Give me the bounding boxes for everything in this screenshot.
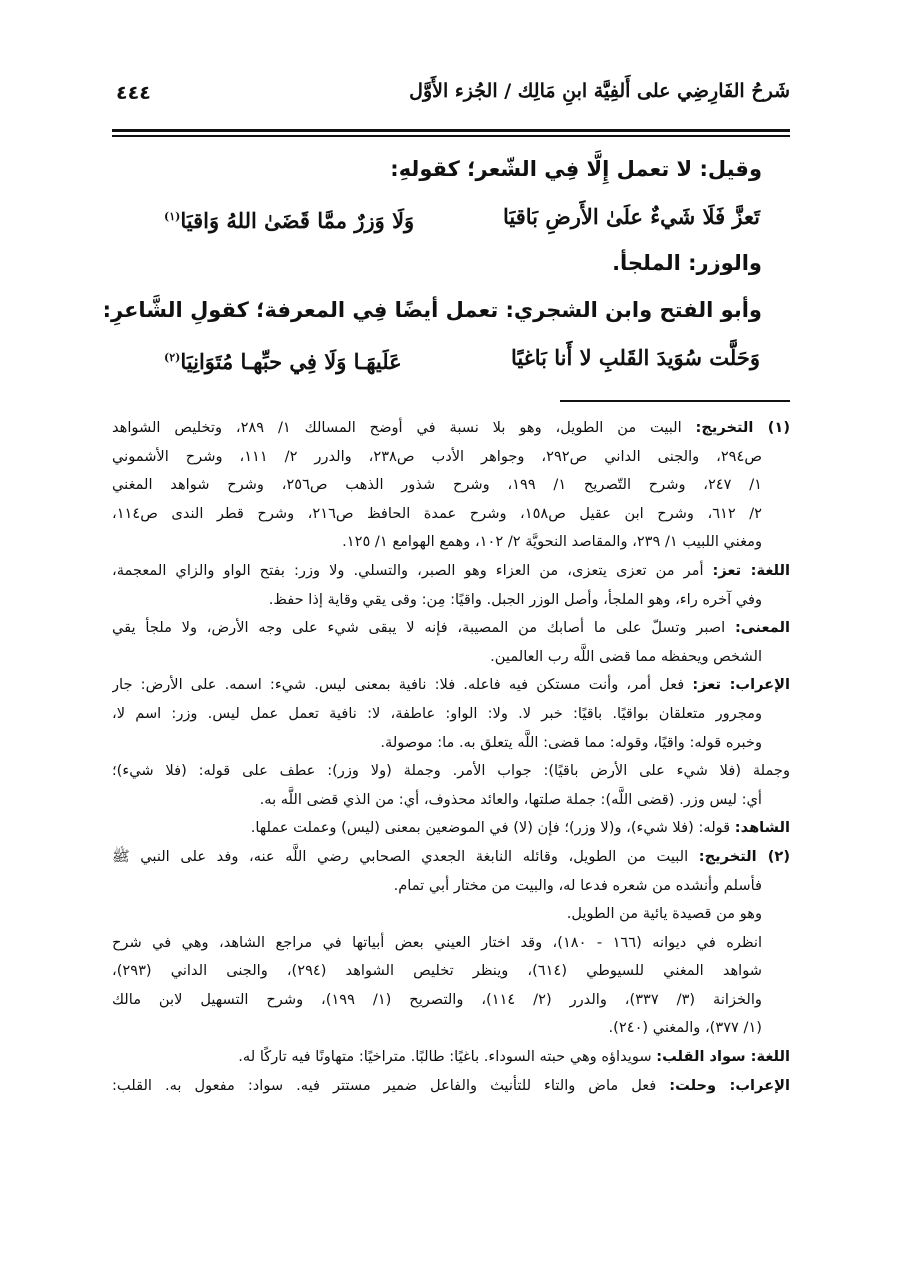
footnote-line xyxy=(112,900,790,929)
running-title: شَرحُ الفَارِضِي على أَلفِيَّة ابنِ مَالِك / الجُزء الأَوَّل xyxy=(409,80,790,102)
hemistich-second xyxy=(164,193,414,244)
verse-2 xyxy=(112,334,790,381)
footnote-text: فعل أمر، وأنت مستكن فيه فاعله. فلا: نافية بمعنى ليس. شيء: اسمه. على الأرض: جار xyxy=(112,676,693,694)
footnote-label: الإعراب: وحلت: xyxy=(669,1076,790,1094)
footnote-label: الشاهد: xyxy=(734,819,790,837)
verse-1 xyxy=(112,193,790,240)
footnote-text: وجملة (فلا شيء على الأرض باقيًا): جواب الأمر. وجملة (ولا وزر): عطف على قوله: (فلا شيء)؛ xyxy=(112,762,790,780)
footnote-line xyxy=(112,414,790,443)
footnote-ref: (١) xyxy=(164,210,181,223)
text-line: وأبو الفتح وابن الشجري: تعمل أيضًا فِي المعرفة؛ كقولِ الشَّاعرِ: xyxy=(102,298,762,322)
footnote-line xyxy=(112,729,790,758)
footnote-line xyxy=(112,1043,790,1072)
main-text xyxy=(102,146,790,381)
footnote-text: ١/ ٢٤٧، وشرح التّصريح ١/ ١٩٩، وشرح شذور الذهب ص٢٥٦، وشرح شواهد المغني xyxy=(112,476,762,494)
footnote-text: ومجرور متعلقان بواقيًا. باقيًا: خبر لا. ولا: الواو: عاطفة، لا: نافية تعمل عمل ليس. وزر: اسم لا، xyxy=(112,704,762,722)
hemistich-text: وَلَا وَزرٌ ممَّا قَضَىٰ اللهُ وَاقيَا xyxy=(180,208,415,233)
footnote-label: المعنى: xyxy=(734,619,790,637)
footnote-line xyxy=(112,1014,790,1043)
footnote-line xyxy=(112,872,790,901)
text-line: والوزر: الملجأ. xyxy=(612,251,762,275)
footnote-line xyxy=(112,957,790,986)
page-header xyxy=(112,78,790,114)
header-rule-thin xyxy=(112,135,790,137)
footnote-text: وهو من قصيدة يائية من الطويل. xyxy=(566,905,762,923)
footnote-line xyxy=(112,814,790,843)
footnote-text: ٢/ ٦١٢، وشرح ابن عقيل ص١٥٨، وشرح عمدة الحافظ ص٢١٦، وشرح قطر الندى ص١١٤، xyxy=(112,504,762,522)
footnote-text: الشخص ويحفظه مما قضى اللَّه رب العالمين. xyxy=(490,647,762,665)
footnote-line xyxy=(112,986,790,1015)
footnote-line xyxy=(112,929,790,958)
footnote-text: انظره في ديوانه (١٦٦ - ١٨٠)، وقد اختار العيني بعض أبياتها في مراجع الشاهد، وهي في شرح xyxy=(112,933,763,951)
footnote-text: اصبر وتسلّ على ما أصابك من المصيبة، فإنه لا يبقى شيء على وجه الأرض، ولا ملجأ يقي xyxy=(112,619,735,637)
footnote-text: البيت من الطويل، وقائله النابغة الجعدي الصحابي رضي اللَّه عنه، وفد على النبي ﷺ xyxy=(112,847,699,865)
footnote-text: وخبره قوله: واقيًا، وقوله: مما قضى: اللَّه يتعلق به. ما: موصولة. xyxy=(380,733,762,751)
footnote-line xyxy=(112,557,790,586)
hemistich-first: وَحَلَّت سُوَيدَ القَلبِ لا أَنا بَاغيًا xyxy=(510,345,760,370)
footnote-text: فأسلم وأنشده من شعره فدعا له، والبيت من مختار أبي تمام. xyxy=(393,876,762,894)
footnote-line xyxy=(112,700,790,729)
footnote-ref: (٢) xyxy=(164,351,181,364)
page-number: ٤٤٤ xyxy=(116,82,151,104)
footnote-label: اللغة: تعز: xyxy=(712,561,790,579)
footnote-line xyxy=(112,786,790,815)
footnote-line xyxy=(112,614,790,643)
footnote-text: أي: ليس وزر. (قضى اللَّه): جملة صلتها، والعائد محذوف، أي: من الذي قضى اللَّه به. xyxy=(259,790,762,808)
footnote-line xyxy=(112,500,790,529)
footnote-text: والخزانة (٣/ ٣٣٧)، والدرر (٢/ ١١٤)، والتصريح (١/ ١٩٩)، وشرح التسهيل لابن مالك xyxy=(112,990,762,1008)
footnote-line xyxy=(112,528,790,557)
footnote-label: (٢) التخريج: xyxy=(698,847,790,865)
footnotes xyxy=(112,414,790,1100)
footnote-text: شواهد المغني للسيوطي (٦١٤)، وينظر تخليص الشواهد (٢٩٤)، والجنى الداني (٢٩٣)، xyxy=(112,962,762,980)
hemistich-second xyxy=(164,334,402,385)
header-rule-thick xyxy=(112,129,790,132)
footnote-label: (١) التخريج: xyxy=(695,419,790,436)
footnote-label: الإعراب: تعز: xyxy=(692,676,790,694)
footnote-text: ومغني اللبيب ١/ ٢٣٩، والمقاصد النحويَّة ٢/ ١٠٢، وهمع الهوامع ١/ ١٢٥. xyxy=(342,533,762,551)
footnote-line xyxy=(112,671,790,700)
footnote-line xyxy=(112,443,790,472)
footnote-text: البيت من الطويل، وهو بلا نسبة في أوضح المسالك ١/ ٢٨٩، وتخليص الشواهد xyxy=(112,419,696,436)
footnote-text: قوله: (فلا شيء)، و(لا وزر)؛ فإن (لا) في الموضعين بمعنى (ليس) وعملت عملها. xyxy=(250,819,735,837)
text-line: وقيل: لا تعمل إِلَّا فِي الشّعر؛ كقولهِ: xyxy=(390,157,762,181)
hemistich-text: عَلَيهَـا وَلَا فِي حبِّهـا مُتَوَانِيَا xyxy=(180,349,402,374)
footnote-text: أمر من تعزى يتعزى، من العزاء وهو الصبر، والتسلي. ولا وزر: بفتح الواو والزاي المعجمة، xyxy=(112,561,713,579)
footnote-text: ص٢٩٤، والجنى الداني ص٢٩٢، وجواهر الأدب ص٢٣٨، والدرر ٢/ ١١١، وشرح الأشموني xyxy=(112,447,763,465)
footnote-line xyxy=(112,643,790,672)
footnote-text: وفي آخره راء، وهو الملجأ، وأصل الوزر الجبل. واقيًا: مِن: وقى يقي وقاية إذا حفظ. xyxy=(268,590,762,608)
footnote-text: سويداؤه وهي حبته السوداء. باغيًا: طالبًا. متراخيًا: متهاونًا فيه تاركًا له. xyxy=(238,1048,657,1066)
footnote-line xyxy=(112,843,790,872)
footnote-line xyxy=(112,1072,790,1101)
footnote-separator xyxy=(560,400,790,402)
footnote-label: اللغة: سواد القلب: xyxy=(656,1048,790,1066)
footnote-text: (١/ ٣٧٧)، والمغني (٢٤٠). xyxy=(608,1019,762,1037)
footnote-line xyxy=(112,586,790,615)
footnote-line xyxy=(112,471,790,500)
footnote-text: فعل ماض والتاء للتأنيث والفاعل ضمير مستتر فيه. سواد: مفعول به. القلب: xyxy=(112,1076,670,1094)
hemistich-first: تَعزَّ فَلَا شَيءٌ علَىٰ الأَرضِ بَاقيَا xyxy=(502,204,760,229)
footnote-line xyxy=(112,757,790,786)
